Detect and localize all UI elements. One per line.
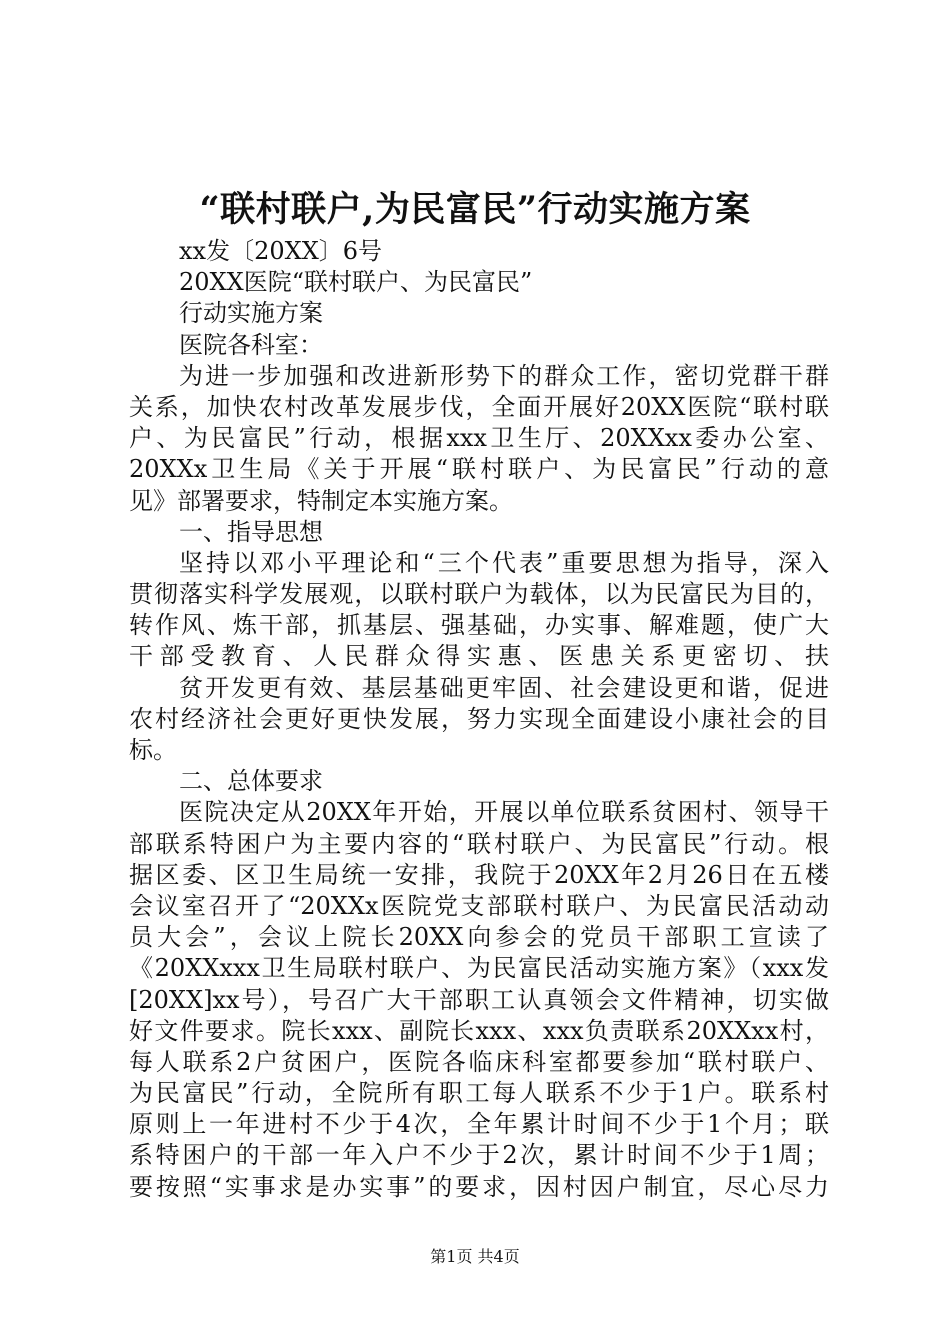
paragraph-line: 原则上一年进村不少于4次，全年累计时间不少于1个月；联 — [129, 1110, 829, 1139]
paragraph-line: 关系，加快农村改革发展步伐，全面开展好20XX医院“联村联 — [129, 392, 829, 421]
paragraph-line: 干部受教育、人民群众得实惠、医患关系更密切、扶 — [129, 642, 829, 671]
document-title: “联村联户,为民富民”行动实施方案 — [199, 189, 751, 230]
paragraph-line: 据区委、区卫生局统一安排，我院于20XX年2月26日在五楼 — [129, 860, 829, 889]
paragraph-line: 部联系特困户为主要内容的“联村联户、为民富民”行动。根 — [129, 829, 829, 858]
paragraph-line: [20XX]xx号），号召广大干部职工认真领会文件精神，切实做 — [129, 985, 829, 1014]
section-heading: 一、指导思想 — [179, 517, 323, 546]
paragraph-line: 转作风、炼干部，抓基层、强基础，办实事、解难题，使广大 — [129, 611, 829, 640]
paragraph-line: 为民富民”行动，全院所有职工每人联系不少于1户。联系村 — [129, 1079, 829, 1108]
paragraph-line: 每人联系2户贫困户，医院各临床科室都要参加“联村联户、 — [129, 1047, 829, 1076]
paragraph-line: 员大会”，会议上院长20XX向参会的党员干部职工宣读了 — [129, 923, 829, 952]
paragraph-line: 会议室召开了“20XXx医院党支部联村联户、为民富民活动动 — [129, 891, 829, 920]
paragraph-line: 贯彻落实科学发展观，以联村联户为载体，以为民富民为目的， — [129, 580, 829, 609]
paragraph-line: 农村经济社会更好更快发展，努力实现全面建设小康社会的目 — [129, 704, 829, 733]
subtitle-line-2: 行动实施方案 — [179, 299, 323, 328]
paragraph-line: 标。 — [129, 736, 177, 764]
salutation-line: 医院各科室： — [179, 330, 323, 359]
paragraph-line: 20XXx卫生局《关于开展“联村联户、为民富民”行动的意 — [129, 455, 829, 484]
paragraph-line: 好文件要求。院长xxx、副院长xxx、xxx负责联系20XXxx村， — [129, 1016, 829, 1045]
paragraph-line: 为进一步加强和改进新形势下的群众工作，密切党群干群 — [179, 361, 829, 390]
page-number-footer: 第1页 共4页 — [430, 1247, 520, 1266]
paragraph-line: 户、为民富民”行动，根据xxx卫生厅、20XXxx委办公室、 — [129, 424, 829, 453]
subtitle-line-1: 20XX医院“联村联户、为民富民” — [179, 268, 533, 297]
document-body — [129, 236, 829, 1203]
paragraph-line: 系特困户的干部一年入户不少于2次，累计时间不少于1周； — [129, 1141, 829, 1170]
section-heading: 二、总体要求 — [179, 767, 323, 796]
paragraph-line: 贫开发更有效、基层基础更牢固、社会建设更和谐，促进 — [179, 673, 829, 702]
doc-number-line: xx发〔20XX〕6号 — [179, 237, 383, 265]
paragraph-line: 要按照“实事求是办实事”的要求，因村因户制宜，尽心尽力 — [129, 1172, 829, 1201]
paragraph-line: 见》部署要求，特制定本实施方案。 — [129, 486, 513, 515]
paragraph-line: 医院决定从20XX年开始，开展以单位联系贫困村、领导干 — [179, 798, 829, 827]
paragraph-line: 坚持以邓小平理论和“三个代表”重要思想为指导，深入 — [179, 548, 829, 577]
paragraph-line: 《20XXxxx卫生局联村联户、为民富民活动实施方案》（xxx发 — [129, 954, 829, 983]
